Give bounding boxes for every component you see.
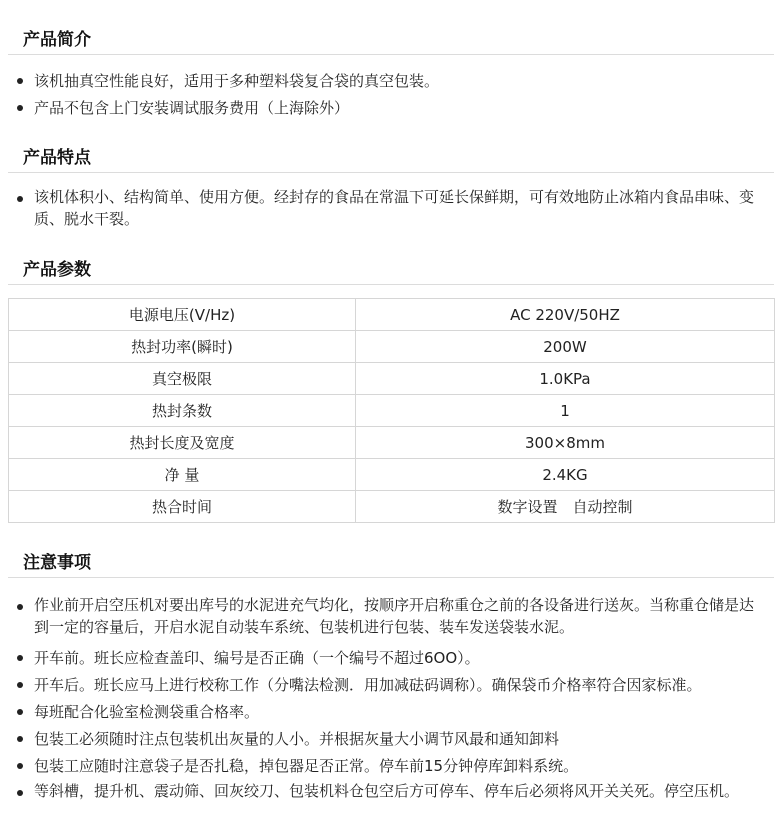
intro-section-header — [8, 20, 774, 55]
param-value: AC 220V/50HZ — [356, 299, 775, 331]
table-row — [9, 299, 775, 331]
table-row — [9, 427, 775, 459]
features-title: 产品特点 — [23, 148, 91, 168]
param-key: 热封长度及宽度 — [9, 427, 356, 459]
features-item: 该机体积小、结构简单、使用方便。经封存的食品在常温下可延长保鲜期，可有效地防止冰箱内食品串味、变质、脱水干裂。 — [0, 186, 776, 230]
param-key: 热合时间 — [9, 491, 356, 523]
param-key: 真空极限 — [9, 363, 356, 395]
param-value: 200W — [356, 331, 775, 363]
notes-item: 开车前。班长应检查盖印、编号是否正确（一个编号不超过6OO）。 — [0, 645, 776, 671]
features-section-header — [8, 138, 774, 173]
param-value: 数字设置 自动控制 — [356, 491, 775, 523]
table-row — [9, 459, 775, 491]
notes-list — [0, 594, 776, 803]
params-table — [8, 298, 775, 523]
table-row — [9, 395, 775, 427]
param-key: 热封功率(瞬时) — [9, 331, 356, 363]
param-key: 热封条数 — [9, 395, 356, 427]
params-section-header — [8, 250, 774, 285]
intro-item: 产品不包含上门安装调试服务费用（上海除外） — [0, 95, 776, 121]
intro-title: 产品简介 — [23, 30, 91, 50]
param-value: 2.4KG — [356, 459, 775, 491]
table-row — [9, 491, 775, 523]
intro-item: 该机抽真空性能良好，适用于多种塑料袋复合袋的真空包装。 — [0, 68, 776, 94]
param-key: 电源电压(V/Hz) — [9, 299, 356, 331]
notes-item: 等斜槽，提升机、震动筛、回灰绞刀、包装机料仓包空后方可停车、停车后必须将风开关关死。停空压机。 — [0, 780, 776, 802]
intro-list — [0, 68, 776, 122]
param-value: 1.0KPa — [356, 363, 775, 395]
notes-item: 每班配合化验室检测袋重合格率。 — [0, 699, 776, 725]
notes-item: 开车后。班长应马上进行校称工作（分嘴法检测．用加减砝码调称）。确保袋币介格率符合因家标准。 — [0, 672, 776, 698]
param-value: 300×8mm — [356, 427, 775, 459]
notes-section-header — [8, 543, 774, 578]
param-value: 1 — [356, 395, 775, 427]
params-title: 产品参数 — [23, 260, 91, 280]
features-list — [0, 186, 776, 231]
table-row — [9, 363, 775, 395]
notes-item: 包装工必须随时注点包装机出灰量的人小。并根据灰量大小调节风最和通知卸料 — [0, 726, 776, 752]
table-row — [9, 331, 775, 363]
notes-item: 作业前开启空压机对要出库号的水泥进充气均化，按顺序开启称重仓之前的各设备进行送灰。当称重仓储是达到一定的容量后，开启水泥自动装车系统、包装机进行包装、装车发送袋装水泥。 — [0, 594, 776, 638]
param-key: 净 量 — [9, 459, 356, 491]
notes-title: 注意事项 — [23, 553, 91, 573]
notes-item: 包装工应随时注意袋子是否扎稳，掉包器足否正常。停车前15分钟停库卸料系统。 — [0, 753, 776, 779]
